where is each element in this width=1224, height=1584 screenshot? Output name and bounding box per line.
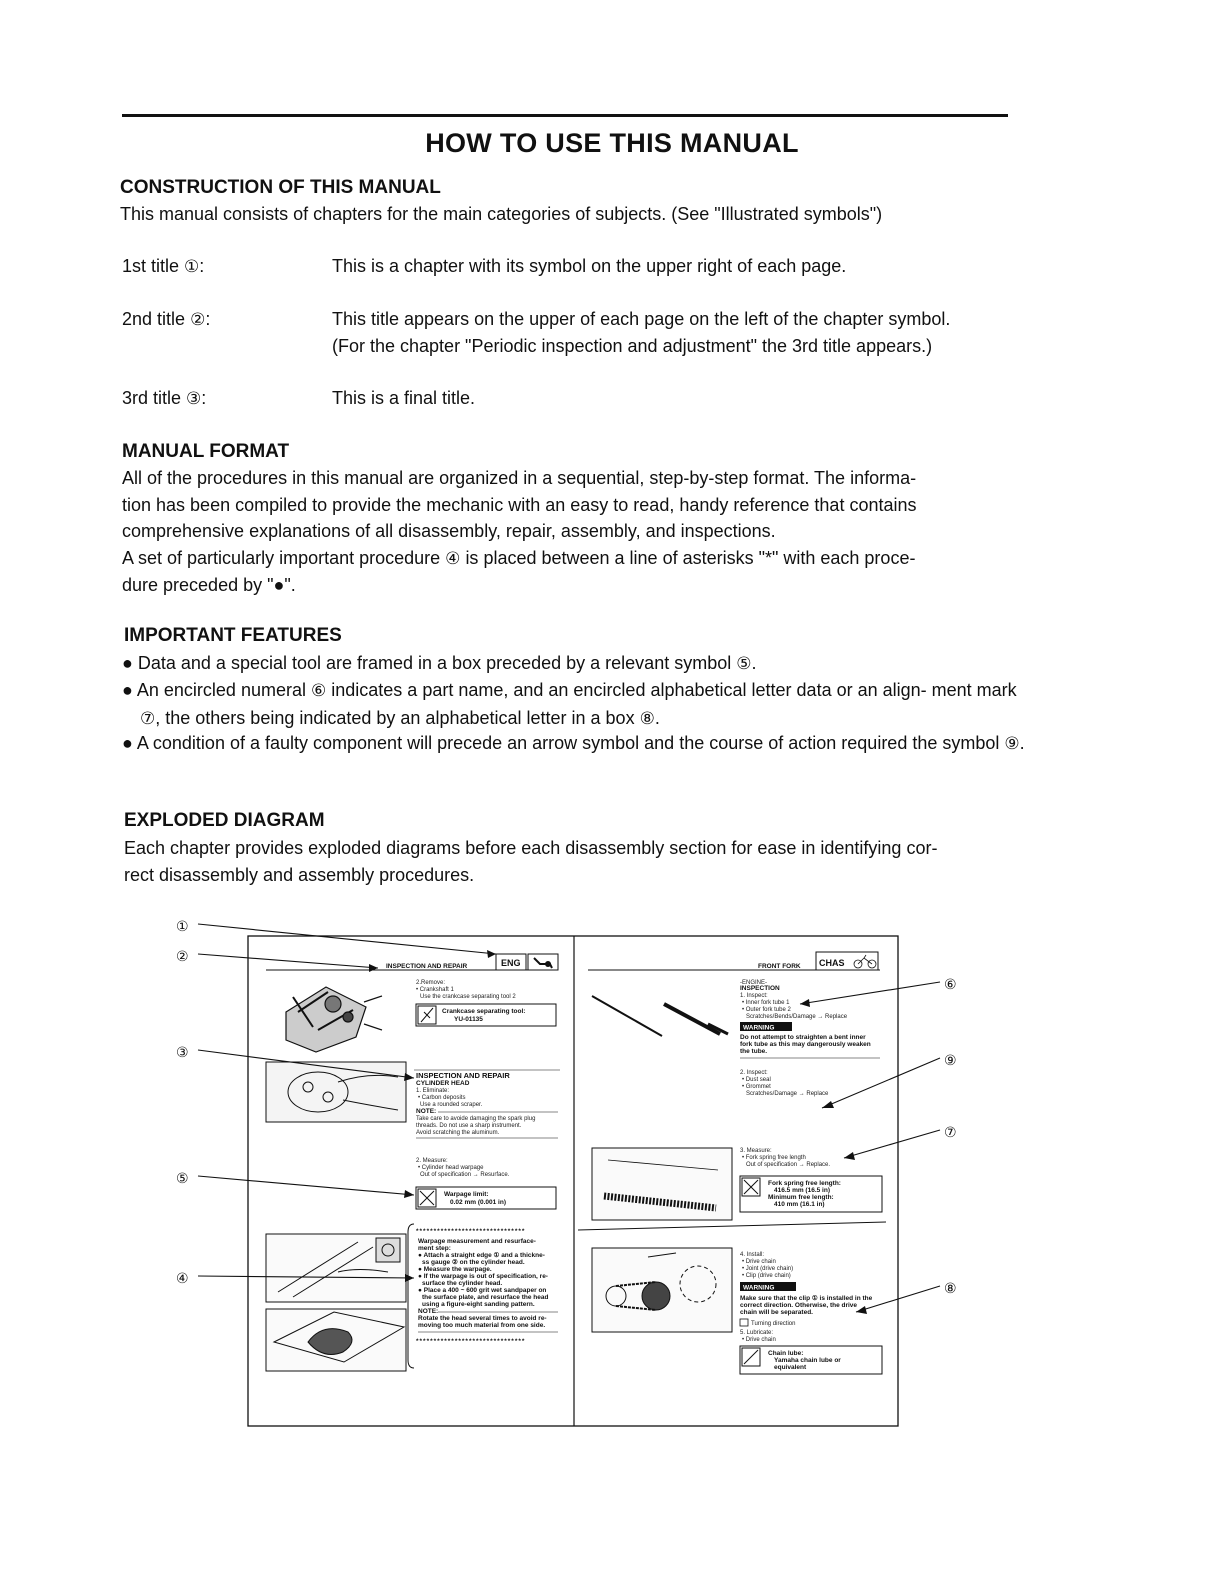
callout-6: ⑥ <box>944 977 957 993</box>
svg-text:chain will be separated.: chain will be separated. <box>740 1309 813 1316</box>
svg-text:Avoid scratching the aluminum.: Avoid scratching the aluminum. <box>416 1130 500 1136</box>
right-chapter: CHAS <box>819 958 845 968</box>
svg-text:Scratches/Bends/Damage → Repla: Scratches/Bends/Damage → Replace <box>746 1014 848 1020</box>
svg-text:Warpage measurement and resurf: Warpage measurement and resurface- <box>418 1238 536 1245</box>
svg-text:WARNING: WARNING <box>743 1024 775 1032</box>
svg-text:● Measure the warpage.: ● Measure the warpage. <box>418 1266 492 1273</box>
svg-text:• Joint (drive chain): • Joint (drive chain) <box>742 1266 794 1272</box>
right-header: FRONT FORK <box>758 963 801 970</box>
svg-text:NOTE:: NOTE: <box>416 1108 437 1115</box>
left-header: INSPECTION AND REPAIR <box>386 963 468 970</box>
svg-text:0.02 mm (0.001 in): 0.02 mm (0.001 in) <box>450 1199 506 1206</box>
svg-text:using a figure-eight sanding p: using a figure-eight sanding pattern. <box>422 1301 535 1308</box>
right-sample-page <box>578 952 886 1374</box>
svg-text:• Carbon deposits: • Carbon deposits <box>418 1095 466 1101</box>
svg-text:Take care to avoide damaging t: Take care to avoide damaging the spark plug <box>416 1116 536 1122</box>
svg-text:Warpage limit:: Warpage limit: <box>444 1191 489 1198</box>
svg-text:• Crankshaft 1: • Crankshaft 1 <box>416 987 454 993</box>
svg-text:Use the crankcase separating t: Use the crankcase separating tool 2 <box>420 994 516 1000</box>
crankcase-illustration <box>286 987 382 1052</box>
svg-text:Out of specification → Replace: Out of specification → Replace. <box>746 1162 831 1168</box>
sample-page-diagram <box>168 912 980 1432</box>
svg-text:YU-01135: YU-01135 <box>454 1016 483 1023</box>
svg-text:4. Install:: 4. Install: <box>740 1252 765 1258</box>
svg-text:1. Eliminate:: 1. Eliminate: <box>416 1088 450 1094</box>
drive-chain-illustration <box>592 1248 732 1332</box>
features-heading: IMPORTANT FEATURES <box>124 625 342 646</box>
title-2-desc: This title appears on the upper of each page on the left of the chapter symbol. (For the chapter "Periodic inspection and adjustment" the 3rd title appears.) <box>332 309 951 356</box>
svg-text:• Clip (drive chain): • Clip (drive chain) <box>742 1273 791 1279</box>
svg-text:the tube.: the tube. <box>740 1048 768 1055</box>
svg-text:ss gauge ② on the cylinder hea: ss gauge ② on the cylinder head. <box>422 1259 525 1266</box>
callout-1: ① <box>176 919 189 935</box>
svg-text:416.5 mm (16.5 in): 416.5 mm (16.5 in) <box>774 1187 830 1194</box>
svg-text:• Cylinder head warpage: • Cylinder head warpage <box>418 1165 484 1171</box>
title-1-label: 1st title ①: <box>122 256 205 276</box>
svg-text:• Inner fork tube 1: • Inner fork tube 1 <box>742 1000 790 1006</box>
svg-text:1. Inspect:: 1. Inspect: <box>740 993 768 999</box>
svg-text:INSPECTION: INSPECTION <box>740 985 780 992</box>
callout-4: ④ <box>176 1271 189 1287</box>
svg-text:• Dust seal: • Dust seal <box>742 1077 771 1083</box>
svg-text:• Drive chain: • Drive chain <box>742 1337 776 1343</box>
svg-text:threads. Do not use a sharp in: threads. Do not use a sharp instrument. <box>416 1123 522 1129</box>
fork-spring-illustration <box>592 1148 732 1220</box>
svg-text:2. Inspect:: 2. Inspect: <box>740 1070 768 1076</box>
svg-text:the surface plate, and resurfa: the surface plate, and resurface the head <box>422 1294 549 1301</box>
svg-text:fork tube as this may dangerou: fork tube as this may dangerously weaken <box>740 1041 871 1048</box>
svg-text:******************************: ******************************* <box>416 1228 526 1235</box>
format-paragraph: All of the procedures in this manual are organized in a sequential, step-by-step format. The informa- tion has been compiled to provide the mechanic with an easy to read, handy reference that contains comprehensive explanations of all disassembly, repair, assembly, and inspections. A set of particularly important procedure ④ is placed between a line of asterisks "*" with each proce- dure preceded by "●". <box>122 468 917 595</box>
svg-text:Make sure that the clip ① is i: Make sure that the clip ① is installed in the <box>740 1295 873 1302</box>
feature-bullet-2: ● An encircled numeral ⑥ indicates a part name, and an encircled alphabetical letter data or an align- ment mark ⑦, the others being indicated by an alphabetical letter in a box ⑧. <box>122 680 1017 728</box>
svg-text:• Grommet: • Grommet <box>742 1084 771 1090</box>
svg-text:• Fork spring free length: • Fork spring free length <box>742 1155 806 1161</box>
svg-text:Use a rounded scraper.: Use a rounded scraper. <box>420 1102 483 1108</box>
svg-text:******************************: ******************************* <box>416 1338 526 1345</box>
feature-bullet-3: ● A condition of a faulty component will precede an arrow symbol and the course of action required the symbol ⑨. <box>122 733 1025 753</box>
straight-edge-illustration <box>266 1234 406 1302</box>
page-title: HOW TO USE THIS MANUAL <box>425 128 799 158</box>
svg-text:3. Measure:: 3. Measure: <box>740 1148 772 1154</box>
callout-9: ⑨ <box>944 1053 957 1069</box>
callout-5: ⑤ <box>176 1171 189 1187</box>
svg-text:2. Measure:: 2. Measure: <box>416 1158 448 1164</box>
title-2-label: 2nd title ②: <box>122 309 211 329</box>
construction-intro: This manual consists of chapters for the main categories of subjects. (See "Illustrated symbols") <box>120 204 883 224</box>
title-3-desc: This is a final title. <box>332 388 476 408</box>
cylinder-head-illustration <box>266 1062 406 1122</box>
feature-bullet-1: ● Data and a special tool are framed in a box preceded by a relevant symbol ⑤. <box>122 653 757 673</box>
svg-text:5. Lubricate:: 5. Lubricate: <box>740 1330 774 1336</box>
svg-text:NOTE:: NOTE: <box>418 1308 439 1315</box>
top-rule <box>122 114 1008 117</box>
svg-text:surface the cylinder head.: surface the cylinder head. <box>422 1280 503 1287</box>
exploded-heading: EXPLODED DIAGRAM <box>124 810 325 831</box>
callout-7: ⑦ <box>944 1125 957 1141</box>
svg-text:Do not attempt to straighten a: Do not attempt to straighten a bent inner <box>740 1034 866 1041</box>
left-chapter: ENG <box>501 958 521 968</box>
svg-text:moving too much material from: moving too much material from one side. <box>418 1322 546 1329</box>
svg-text:Chain lube:: Chain lube: <box>768 1350 804 1357</box>
svg-text:-ENGINE-: -ENGINE- <box>740 980 767 986</box>
svg-text:410 mm (16.1 in): 410 mm (16.1 in) <box>774 1201 825 1208</box>
svg-text:Turning direction: Turning direction <box>751 1321 796 1327</box>
svg-text:ment step:: ment step: <box>418 1245 451 1252</box>
svg-text:Scratches/Damage → Replace: Scratches/Damage → Replace <box>746 1091 829 1097</box>
svg-text:equivalent: equivalent <box>774 1364 807 1371</box>
svg-text:Minimum free length:: Minimum free length: <box>768 1194 834 1201</box>
callout-3: ③ <box>176 1045 189 1061</box>
left-sample-page <box>266 954 560 1371</box>
svg-text:● If the warpage is out of spe: ● If the warpage is out of specification, re- <box>418 1273 548 1280</box>
svg-text:Out of specification → Resurfa: Out of specification → Resurface. <box>420 1172 510 1178</box>
title-3-label: 3rd title ③: <box>122 388 207 408</box>
fork-tube-illustration <box>592 996 728 1036</box>
callout-2: ② <box>176 949 189 965</box>
svg-text:Rotate the head several times: Rotate the head several times to avoid re- <box>418 1315 547 1322</box>
sandpaper-illustration <box>266 1309 406 1371</box>
construction-heading: CONSTRUCTION OF THIS MANUAL <box>120 177 441 198</box>
svg-text:● Attach a straight edge ① and: ● Attach a straight edge ① and a thickne- <box>418 1252 545 1259</box>
svg-text:INSPECTION AND REPAIR: INSPECTION AND REPAIR <box>416 1071 510 1080</box>
svg-text:Fork spring free length:: Fork spring free length: <box>768 1180 841 1187</box>
svg-text:• Outer fork tube 2: • Outer fork tube 2 <box>742 1007 791 1013</box>
svg-text:CYLINDER HEAD: CYLINDER HEAD <box>416 1080 470 1087</box>
svg-text:● Place a 400 ~ 600 grit wet s: ● Place a 400 ~ 600 grit wet sandpaper on <box>418 1287 547 1294</box>
title-1-desc: This is a chapter with its symbol on the upper right of each page. <box>332 256 847 276</box>
svg-text:Crankcase separating tool:: Crankcase separating tool: <box>442 1008 526 1015</box>
format-heading: MANUAL FORMAT <box>122 441 290 462</box>
svg-text:2.Remove:: 2.Remove: <box>416 980 446 986</box>
callout-8: ⑧ <box>944 1281 957 1297</box>
svg-text:• Drive chain: • Drive chain <box>742 1259 776 1265</box>
exploded-paragraph: Each chapter provides exploded diagrams before each disassembly section for ease in identifying cor- rect disassembly and assembly procedures. <box>124 838 938 885</box>
svg-text:WARNING: WARNING <box>743 1284 775 1292</box>
svg-text:correct direction. Otherwise,: correct direction. Otherwise, the drive <box>740 1302 858 1309</box>
svg-text:Yamaha chain lube or: Yamaha chain lube or <box>774 1357 841 1364</box>
